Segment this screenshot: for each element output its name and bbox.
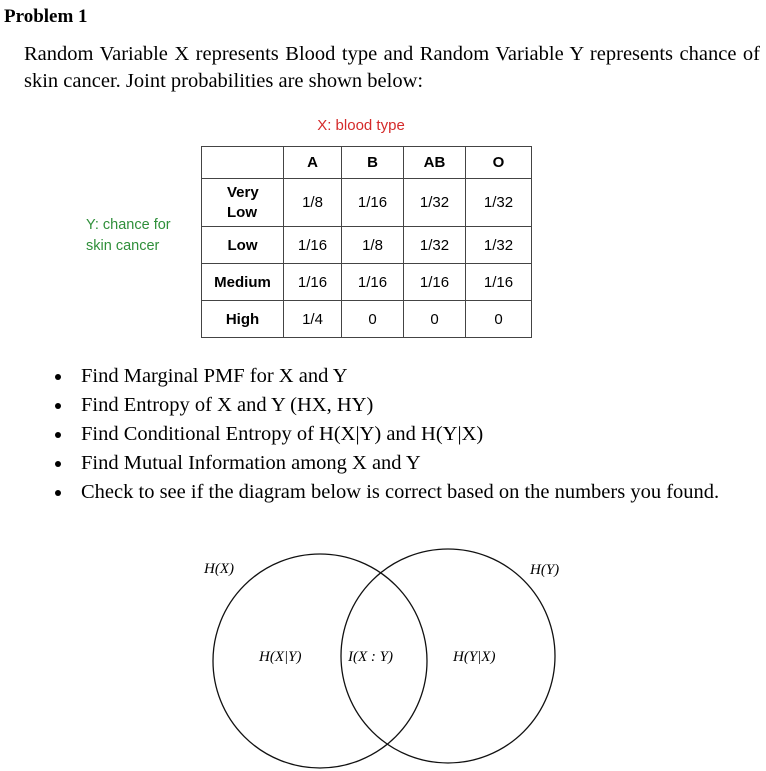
x-axis-label: X: blood type [317, 117, 405, 134]
y-axis-label-line2: skin cancer [86, 238, 160, 254]
venn-label-hy-given-x: H(Y|X) [453, 649, 496, 665]
table-cell: 1/4 [284, 301, 342, 338]
y-axis-label-line1: Y: chance for [86, 217, 171, 233]
row-label-high: High [202, 301, 284, 338]
problem-title: Problem 1 [4, 6, 88, 27]
venn-label-mutual-info: I(X : Y) [348, 649, 393, 665]
table-cell: 0 [466, 301, 532, 338]
table-cell: 1/8 [342, 227, 404, 264]
row-label-very-low-line1: Very [227, 183, 259, 201]
column-header-ab: AB [404, 147, 466, 179]
table-cell: 1/32 [404, 227, 466, 264]
task-text: Find Entropy of X and Y (HX, HY) [81, 394, 374, 416]
table-cell: 1/16 [404, 264, 466, 301]
table-cell: 1/8 [284, 179, 342, 227]
column-header-b: B [342, 147, 404, 179]
table-cell: 1/16 [284, 264, 342, 301]
column-header-o: O [466, 147, 532, 179]
task-text: Check to see if the diagram below is correct based on the numbers you found. [81, 481, 720, 503]
venn-label-hx-given-y: H(X|Y) [259, 649, 302, 665]
task-text: Find Conditional Entropy of H(X|Y) and H(Y|X) [81, 423, 484, 445]
table-cell: 1/16 [342, 264, 404, 301]
task-text: Find Mutual Information among X and Y [81, 452, 421, 474]
table-cell: 1/32 [404, 179, 466, 227]
venn-circle-hx [213, 554, 427, 768]
venn-label-hy: H(Y) [530, 562, 560, 578]
venn-label-hx: H(X) [204, 561, 234, 577]
table-cell: 1/16 [466, 264, 532, 301]
table-cell: 0 [404, 301, 466, 338]
row-label-very-low-line2: Low [227, 203, 257, 221]
row-label-medium: Medium [202, 264, 284, 301]
row-label-low: Low [202, 227, 284, 264]
table-cell: 1/16 [284, 227, 342, 264]
table-cell: 1/32 [466, 227, 532, 264]
table-cell: 1/16 [342, 179, 404, 227]
table-cell: 0 [342, 301, 404, 338]
column-header-a: A [284, 147, 342, 179]
problem-description: Random Variable X represents Blood type and Random Variable Y represents chance of skin cancer. Joint probabilities are shown below: [24, 43, 760, 92]
table-cell: 1/32 [466, 179, 532, 227]
task-text: Find Marginal PMF for X and Y [81, 365, 348, 387]
